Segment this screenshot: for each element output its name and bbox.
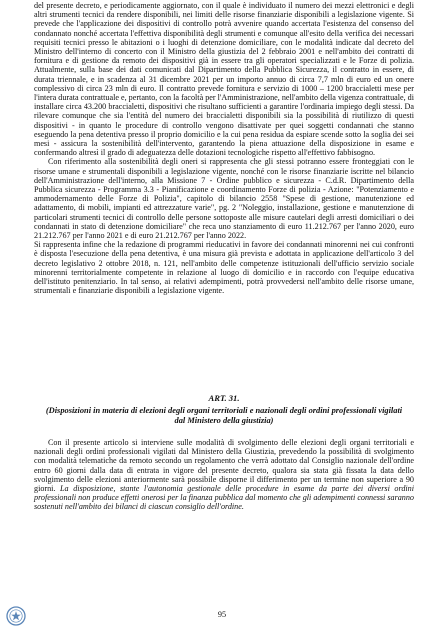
paragraph-minorenni: Si rappresenta infine che la redazione di programmi rieducativi in favore dei condannati minorenni nei cui confronti è disposta l'esecuzione della pena detentiva, è una misura già prevista e adottata in applicazione dell'articolo 3 del decreto legislativo 2 ottobre 2018, n. 121, nell'ambito delle competenze istituzionali dell'ufficio servizio sociale minorenni territorialmente competente in relazione al luogo di domicilio e in raccordo con l'equipe educativa dell'istituto penitenziario. In tal senso, ai relativi adempimenti, potrà provvedersi nell'ambito delle risorse umane, strumentali e finanziarie disponibili a legislazione vigente. (34, 240, 414, 296)
article-subtitle: (Disposizioni in materia di elezioni degli organi territoriali e nazionali degli ordini professionali vigilati dal Ministero della giustizia) (45, 406, 403, 426)
article-heading: ART. 31. (208, 393, 240, 403)
page-number: 95 (217, 610, 227, 619)
body-text-bottom (34, 438, 414, 512)
paragraph-article-31 (34, 438, 414, 512)
paragraph-oneri: Con riferimento alla sostenibilità degli oneri si rappresenta che gli stessi potranno essere fronteggiati con le risorse umane e strumentali disponibili a legislazione vigente, nonché con le risorse finanziarie iscritte nel bilancio dell'Amministrazione dell'interno, alla Missione 7 - Ordine pubblico e sicurezza - C.d.R. Dipartimento della Pubblica sicurezza - Programma 3.3 - Pianificazione e coordinamento Forze di polizia - Azione: "Potenziamento e ammodernamento delle Forze di Polizia", capitolo di bilancio 2558 "Spese di gestione, manutenzione ed adattamento, di mobili, impianti ed attrezzature varie", pg. 2 "Noleggio, installazione, gestione e manutenzione di particolari strumenti tecnici di controllo delle persone sottoposte alle misure cautelari degli arresti domiciliari o dei condannati in stato di detenzione domiciliare" che reca uno stanziamento di euro 11.212.767 per l'anno 2020, euro 21.212.767 per l'anno 2021 e di euro 21.212.767 per l'anno 2022. (34, 157, 414, 241)
paragraph-continuation: del presente decreto, e periodicamente aggiornato, con il quale è individuato il numero dei mezzi elettronici e degli altri strumenti tecnici da rendere disponibili, nei limiti delle risorse finanziarie disponibili a legislazione vigente. Si prevede che l'applicazione dei dispositivi di controllo potrà avvenire quando accertata l'esistenza del consenso del condannato nonché accertata l'effettiva disponibilità degli strumenti e comunque all'esito della verifica dei necessari requisiti tecnici presso le abitazioni o i luoghi di detenzione domiciliare, con le modalità indicate dal decreto del Ministro dell'interno di concerto con il Ministro della giustizia del 2 febbraio 2001 e nell'ambito dei contratti di fornitura e di gestione da remoto dei dispositivi già in essere tra gli operatori specializzati e le Forze di polizia. Attualmente, sulla base dei dati comunicati dal Dipartimento della Pubblica Sicurezza, il contratto in essere, di durata triennale, e in scadenza al 31 dicembre 2021 per un importo annuo di circa 7,7 mln di euro ed un onere complessivo di circa 23 mln di euro. Il contratto prevede fornitura e servizio di 1000 – 1200 braccialetti mese per l'intera durata contrattuale e, pertanto, con la facoltà per l'Amministrazione, nell'ambito della vigenza contrattuale, di installare circa 43.200 braccialetti, dispositivi che risultano sufficienti a garantire l'ordinaria impiego degli stessi. Da rilevare comunque che sia l'entità del numero dei braccialetti disponibili sia la possibilità di riutilizzo di questi dispositivi - in quanto le procedure di controllo vengono disattivate per quei soggetti condannati che stanno eseguendo la pena detentiva presso il proprio domicilio e la cui pena residua da espiare scende sotto la soglia dei sei mesi - assicura la sostenibilità dell'intervento, garantendo la piena attuazione della disposizione in esame e confermando altresì il grado di adeguatezza delle dotazioni tecnologiche rispetto all'effettivo fabbisogno. (34, 1, 414, 158)
body-text-top (34, 1, 414, 296)
paragraph-article-31-text: Con il presente articolo si interviene sulle modalità di svolgimento delle elezioni degli organi territoriali e nazionali degli ordini professionali vigilati dal Ministero della Giustizia, prevedendo la possibilità di svolgimento con modalità telematiche da remoto secondo un regolamento che verrà adottato dal Consiglio nazionale dell'ordine entro 60 giorni dalla data di entrata in vigore del presente decreto, qualora sia stata già fissata la data dello svolgimento delle elezioni anteriormente sarà possibile disporne il differimento per un termine non superiore a 90 giorni. (34, 438, 414, 494)
paragraph-article-31-italic: La disposizione, stante l'autonomia gestionale delle procedure in esame da parte dei diversi ordini professionali non produce effetti onerosi per la finanza pubblica dal momento che gli adempimenti connessi saranno sostenuti nell'ambito dei bilanci di ciascun consiglio dell'ordine. (34, 484, 414, 512)
